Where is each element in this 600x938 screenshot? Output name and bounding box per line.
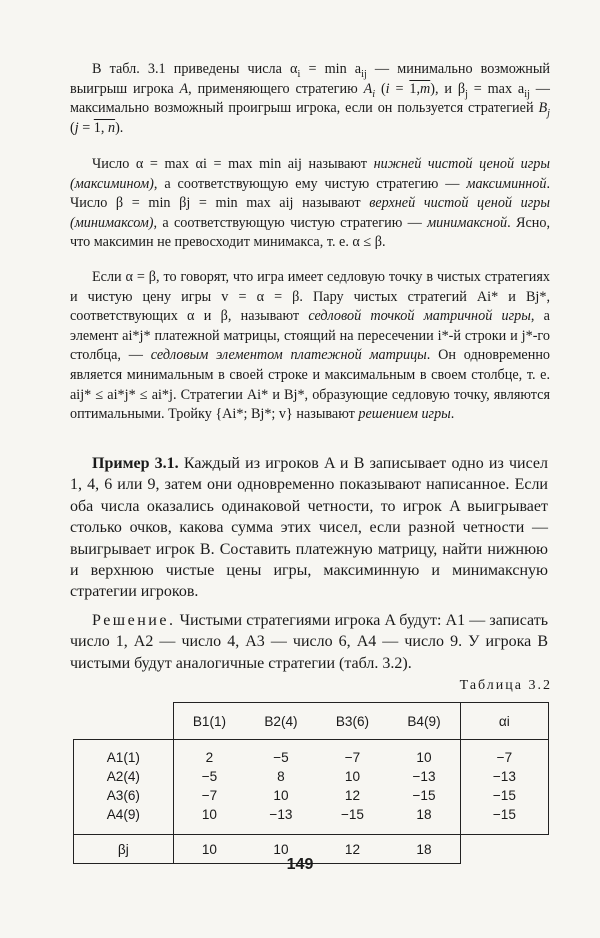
payoff-table	[73, 702, 549, 864]
table-cell: −15	[340, 807, 364, 822]
alpha-cell: −7	[460, 740, 548, 768]
term-lower-price: нижней чистой ценой игры (максимином)	[70, 156, 550, 192]
p3-text-a: Если α = β, то говорят, что игра имеет седловую точку в чистых стратегиях и чистую цену игры v = α = β. Пару чистых стратегий Ai* и Bj*, соответствующих α и β, называют	[70, 269, 550, 325]
row-header: A1(1)	[74, 740, 174, 768]
term-saddle-point: седловой точкой матричной игры	[308, 308, 531, 325]
table-cell: −7	[173, 786, 245, 805]
table-corner-cell	[74, 703, 174, 740]
row-header: A3(6)	[74, 786, 174, 805]
beta-cell: 10	[173, 835, 245, 864]
table-row	[74, 786, 549, 805]
paragraph-saddle-point	[70, 268, 550, 425]
table-row	[74, 740, 549, 768]
term-minimax: минимаксной	[427, 214, 508, 231]
p2-text-c: , а соответствующую ему чистую стратегию —	[153, 175, 467, 192]
col-header: B4(9)	[388, 703, 460, 740]
alpha-cell: −13	[460, 767, 548, 786]
table-cell: 2	[173, 740, 245, 768]
paragraph-maximin-minimax	[70, 155, 550, 253]
col-header: B2(4)	[245, 703, 317, 740]
beta-cell: 10	[245, 835, 317, 864]
term-game-solution: решением игры	[358, 406, 451, 423]
row-header: A2(4)	[74, 767, 174, 786]
col-header: B3(6)	[317, 703, 389, 740]
solution-text: Чистыми стратегиями игрока A будут: A1 — записать число 1, A2 — число 4, A3 — число 6, A4 — число 9. У игрока B чистыми будут аналогичные стратегии (табл. 3.2).	[70, 612, 548, 672]
table-cell: −13	[412, 769, 436, 784]
page-number: 149	[286, 856, 314, 873]
alpha-cell: −15	[460, 805, 548, 835]
table-cell: 18	[416, 807, 432, 822]
col-header-alpha: αi	[460, 703, 548, 740]
table-caption: Таблица 3.2	[459, 678, 552, 693]
term-upper-price: верхней чистой ценой игры (минимаксом)	[70, 195, 550, 231]
beta-cell: 18	[388, 835, 460, 864]
p2-text-g: , а соответствующую чистую стратегию —	[153, 214, 428, 231]
p3-text-c: , а элемент ai*j* платежной матрицы, стоящий на пересечении i*-й строки и j*-го столбца, —	[70, 308, 550, 364]
beta-label: βj	[74, 835, 174, 864]
col-header: B1(1)	[173, 703, 245, 740]
table-cell: −5	[273, 750, 289, 765]
table-cell: −15	[412, 788, 436, 803]
term-saddle-element: седловым элементом платежной матрицы	[150, 347, 427, 364]
example-3-1	[70, 453, 548, 603]
table-cell: 10	[273, 788, 289, 803]
table-cell: −5	[173, 767, 245, 786]
table-row	[74, 805, 549, 835]
table-cell: 8	[277, 769, 285, 784]
solution-label: Решение.	[92, 612, 176, 629]
p3-text-e: . Он одновременно является минимальным в своей строке и максимальным в своем столбце, т. е. aij* ≤ ai*j* ≤ ai*j. Стратегии Ai* и Bj*, образующие седловую точку, являются оптимальными. Тройку {Ai*; Bj*; v} называют	[70, 347, 550, 423]
table-cell: 10	[173, 805, 245, 835]
row-header: A4(9)	[74, 805, 174, 835]
alpha-cell: −15	[460, 786, 548, 805]
table-row	[74, 767, 549, 786]
p2-text-e: . Число β = min βj = min max aij называют	[70, 175, 550, 212]
solution-paragraph	[70, 610, 548, 674]
table-cell: −7	[344, 750, 361, 765]
example-label: Пример 3.1.	[92, 455, 179, 472]
table-cell: 10	[416, 750, 432, 765]
table-header-row	[74, 703, 549, 740]
beta-cell: 12	[317, 835, 389, 864]
p3-text-g: .	[450, 406, 455, 423]
table-cell: −13	[269, 807, 293, 822]
p2-text-i: . Ясно, что максимин не превосходит минимакса, т. е. α ≤ β.	[70, 214, 550, 251]
p2-text-a: Число α = max αi = max min aij называют	[92, 156, 374, 172]
table-cell: 10	[344, 769, 361, 784]
example-text: Каждый из игроков A и B записывает одно из чисел 1, 4, 6 или 9, затем они одновременно показывают написанное. Если оба числа оказались одинаковой четности, то игрок A выигрывает столько очков, какова сумма этих чисел, если разной четности — выигрывает игрок B. Составить платежную матрицу, найти нижнюю и верхнюю чистые цены игры, максиминную и минимаксную стратегии игроков.	[70, 455, 549, 601]
term-maximin: максиминной	[466, 175, 547, 192]
paragraph-definitions-alpha-beta: В табл. 3.1 приведены числа $\alpha_i = \min a_{ij}$ — минимально возможный выигрыш игрока A, применяющего стратегию $A_i$ (i = 1,m), и $\beta_j = \max a_{ij}$ — максимально возможный проигрыш игрока, если он пользуется стратегией $B_j$ (j = 1, n).	[70, 61, 551, 136]
table-cell: 12	[344, 788, 361, 803]
